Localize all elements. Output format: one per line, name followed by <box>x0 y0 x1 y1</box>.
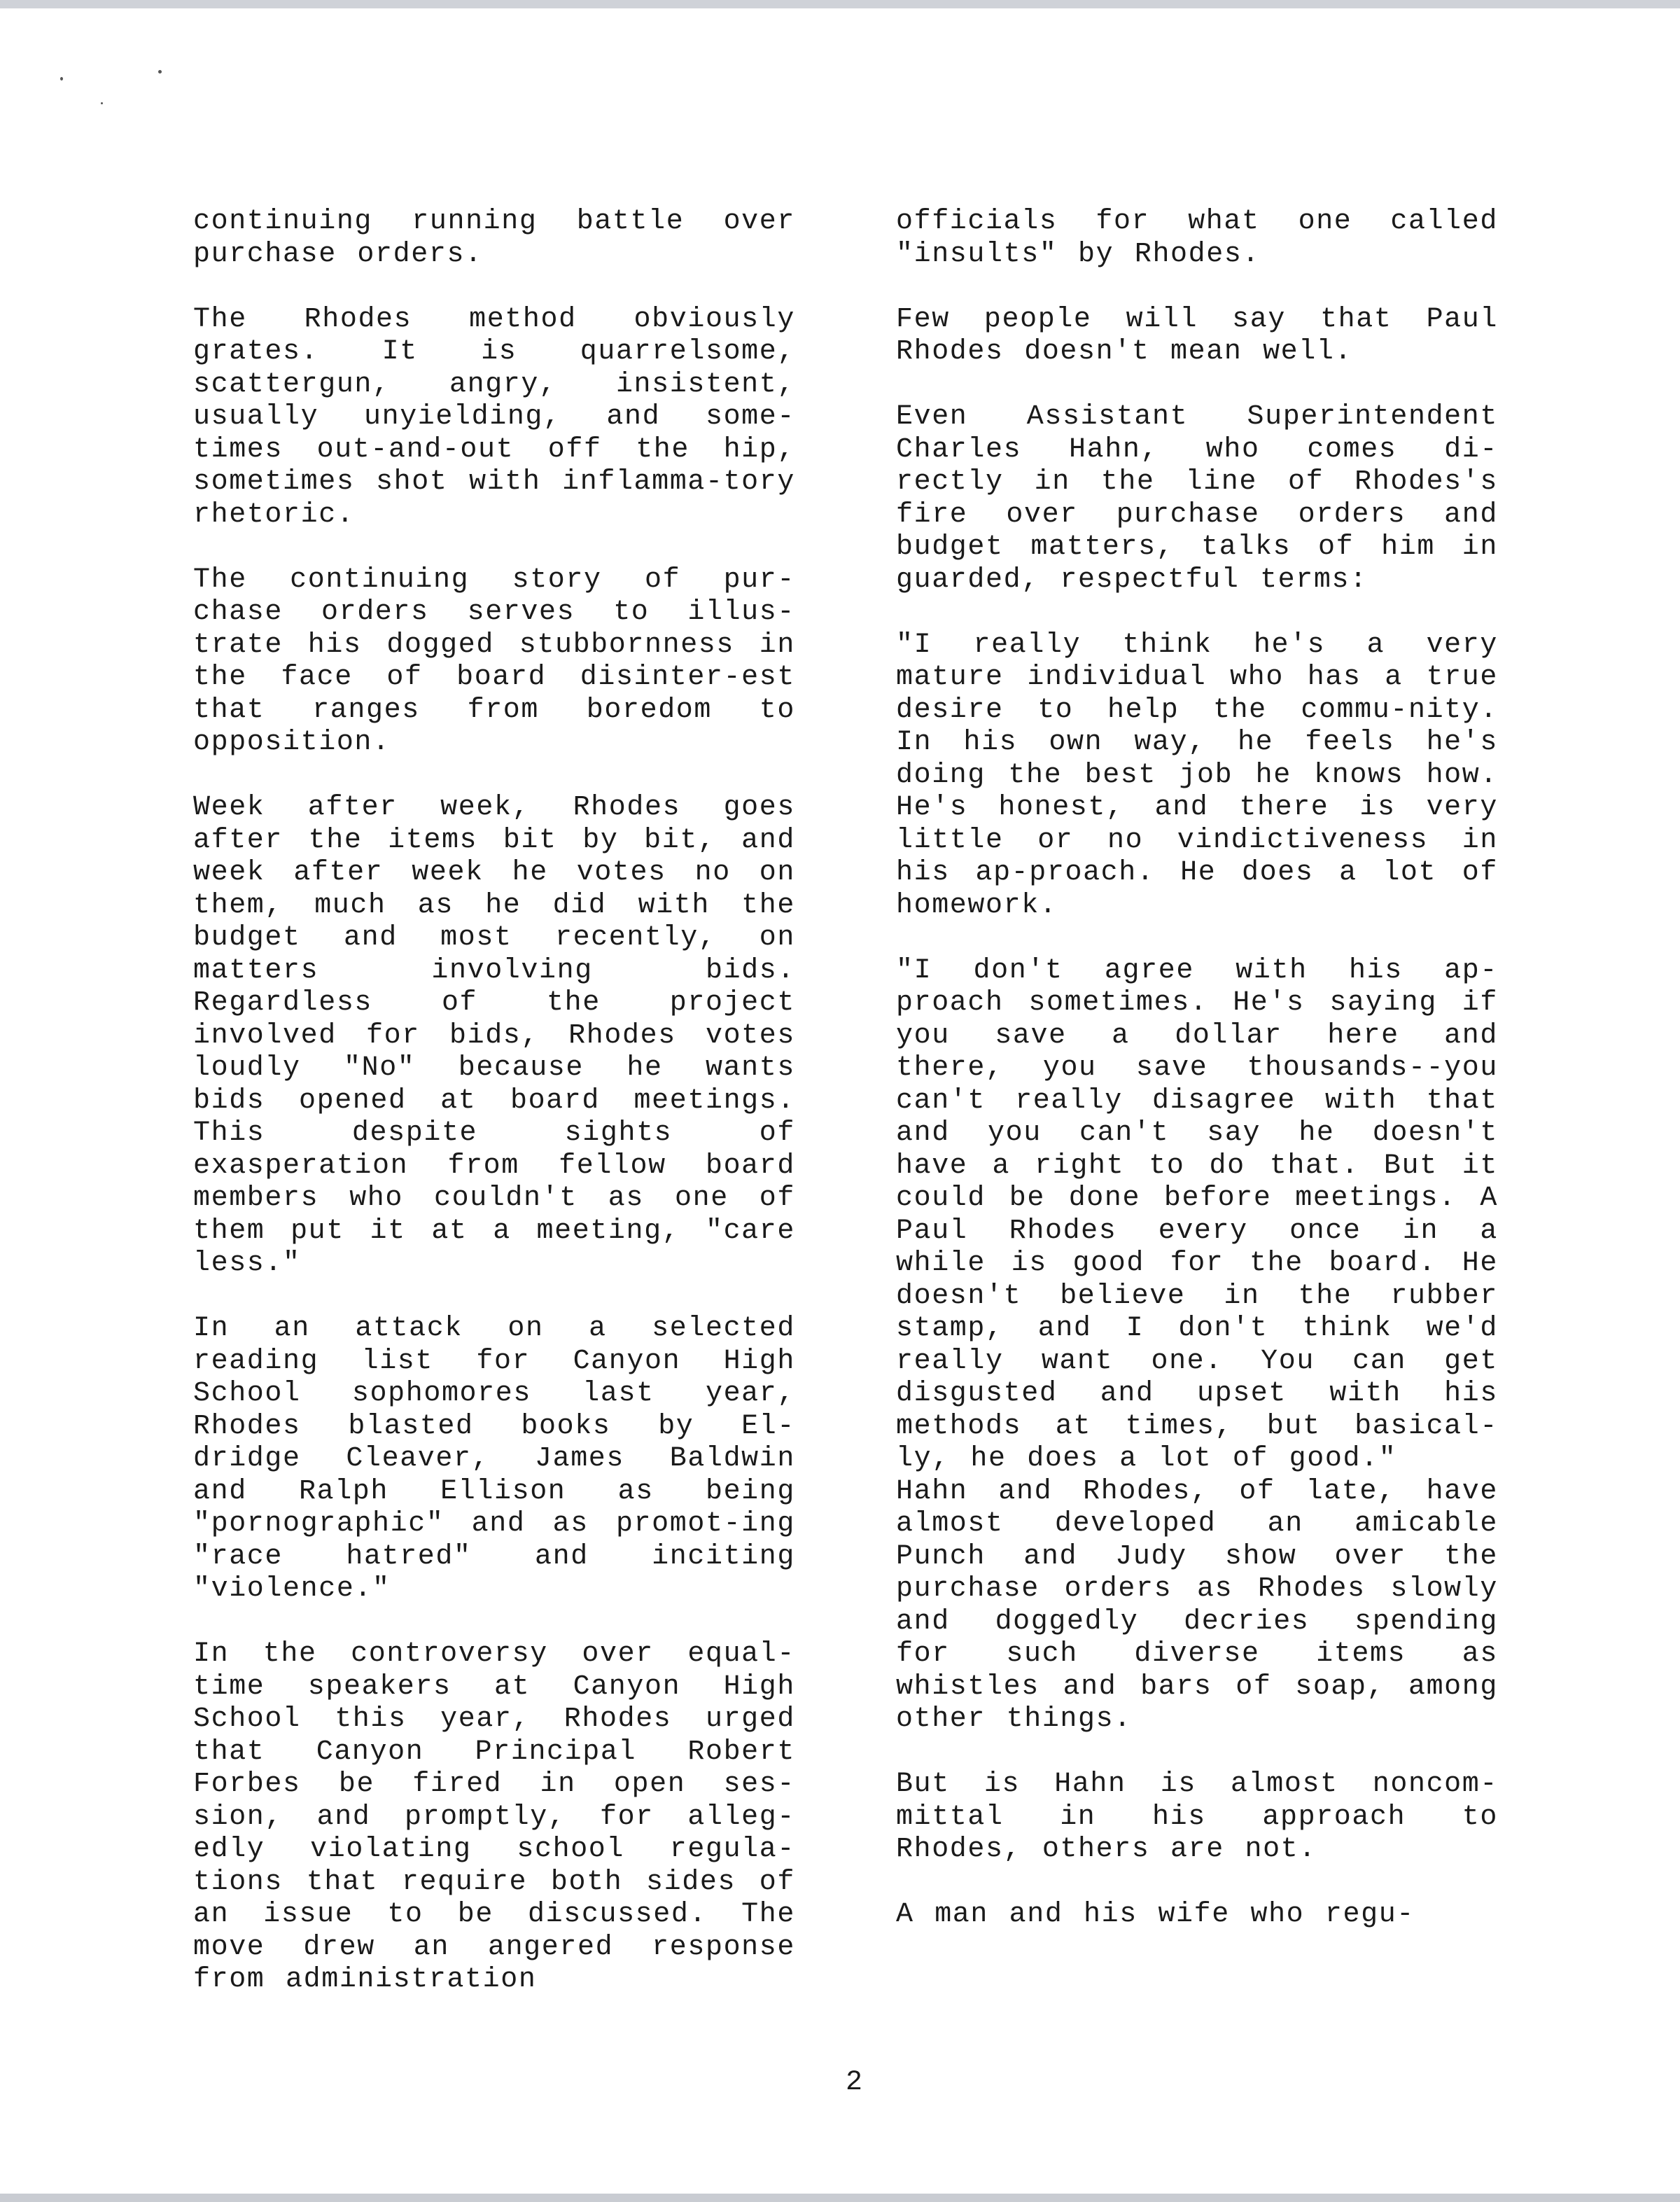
right-column <box>896 206 1498 1964</box>
scan-edge-bottom <box>0 2194 1680 2202</box>
right-paragraph-1: officials for what one called "insults" by Rhodes. <box>896 206 1498 270</box>
right-paragraph-5: "I don't agree with his ap-proach sometimes. He's saying if you save a dollar here and there, you save thousands--you can't really disagree with that and you can't say he doesn't have a right to do that. But it could be done before meetings. A Paul Rhodes every once in a while is good for the board. He doesn't believe in the rubber stamp, and I don't think we'd really want one. You can get disgusted and upset with his methods at times, but basical-ly, he does a lot of good." <box>896 954 1498 1475</box>
left-paragraph-5: In an attack on a selected reading list for Canyon High School sophomores last year, Rhodes blasted books by El-dridge Cleaver, James Baldwin and Ralph Ellison as being "pornographic" and as promot-ing "race hatred" and inciting "violence." <box>193 1313 795 1605</box>
scan-speck <box>101 102 103 104</box>
left-column <box>193 206 795 2029</box>
right-paragraph-4: "I really think he's a very mature individual who has a true desire to help the commu-nity. In his own way, he feels he's doing the best job he knows how. He's honest, and there is very little or no vindictiveness in his ap-proach. He does a lot of homework. <box>896 629 1498 921</box>
left-paragraph-2: The Rhodes method obviously grates. It is quarrelsome, scattergun, angry, insistent, usually unyielding, and some-times out-and-out off the hip, sometimes shot with inflamma-tory rhetoric. <box>193 303 795 531</box>
page-number: 2 <box>845 2067 862 2098</box>
right-paragraph-2: Few people will say that Paul Rhodes doesn't mean well. <box>896 303 1498 368</box>
right-paragraph-6: Hahn and Rhodes, of late, have almost developed an amicable Punch and Judy show over the purchase orders as Rhodes slowly and doggedly decries spending for such diverse items as whistles and bars of soap, among other things. <box>896 1475 1498 1735</box>
left-paragraph-1: continuing running battle over purchase orders. <box>193 206 795 270</box>
right-paragraph-7: But is Hahn is almost noncom-mittal in his approach to Rhodes, others are not. <box>896 1769 1498 1865</box>
left-paragraph-4: Week after week, Rhodes goes after the items bit by bit, and week after week he votes no on them, much as he did with the budget and most recently, on matters involving bids. Regardless of the project involved for bids, Rhodes votes loudly "No" because he wants bids opened at board meetings. This despite sights of exasperation from fellow board members who couldn't as one of them put it at a meeting, "care less." <box>193 792 795 1279</box>
scan-edge-top <box>0 0 1680 8</box>
left-paragraph-3: The continuing story of pur-chase orders serves to illus-trate his dogged stubbornness in the face of board disinter-est that ranges from boredom to opposition. <box>193 564 795 758</box>
right-paragraph-3: Even Assistant Superintendent Charles Hahn, who comes di-rectly in the line of Rhodes's fire over purchase orders and budget matters, talks of him in guarded, respectful terms: <box>896 401 1498 596</box>
scan-speck <box>158 70 162 74</box>
left-paragraph-6: In the controversy over equal-time speakers at Canyon High School this year, Rhodes urged that Canyon Principal Robert Forbes be fired in open ses-sion, and promptly, for alleg-edly violating school regula-tions that require both sides of an issue to be discussed. The move drew an angered response from administration <box>193 1638 795 1995</box>
scan-speck <box>60 77 63 81</box>
right-paragraph-8: A man and his wife who regu- <box>896 1899 1415 1930</box>
